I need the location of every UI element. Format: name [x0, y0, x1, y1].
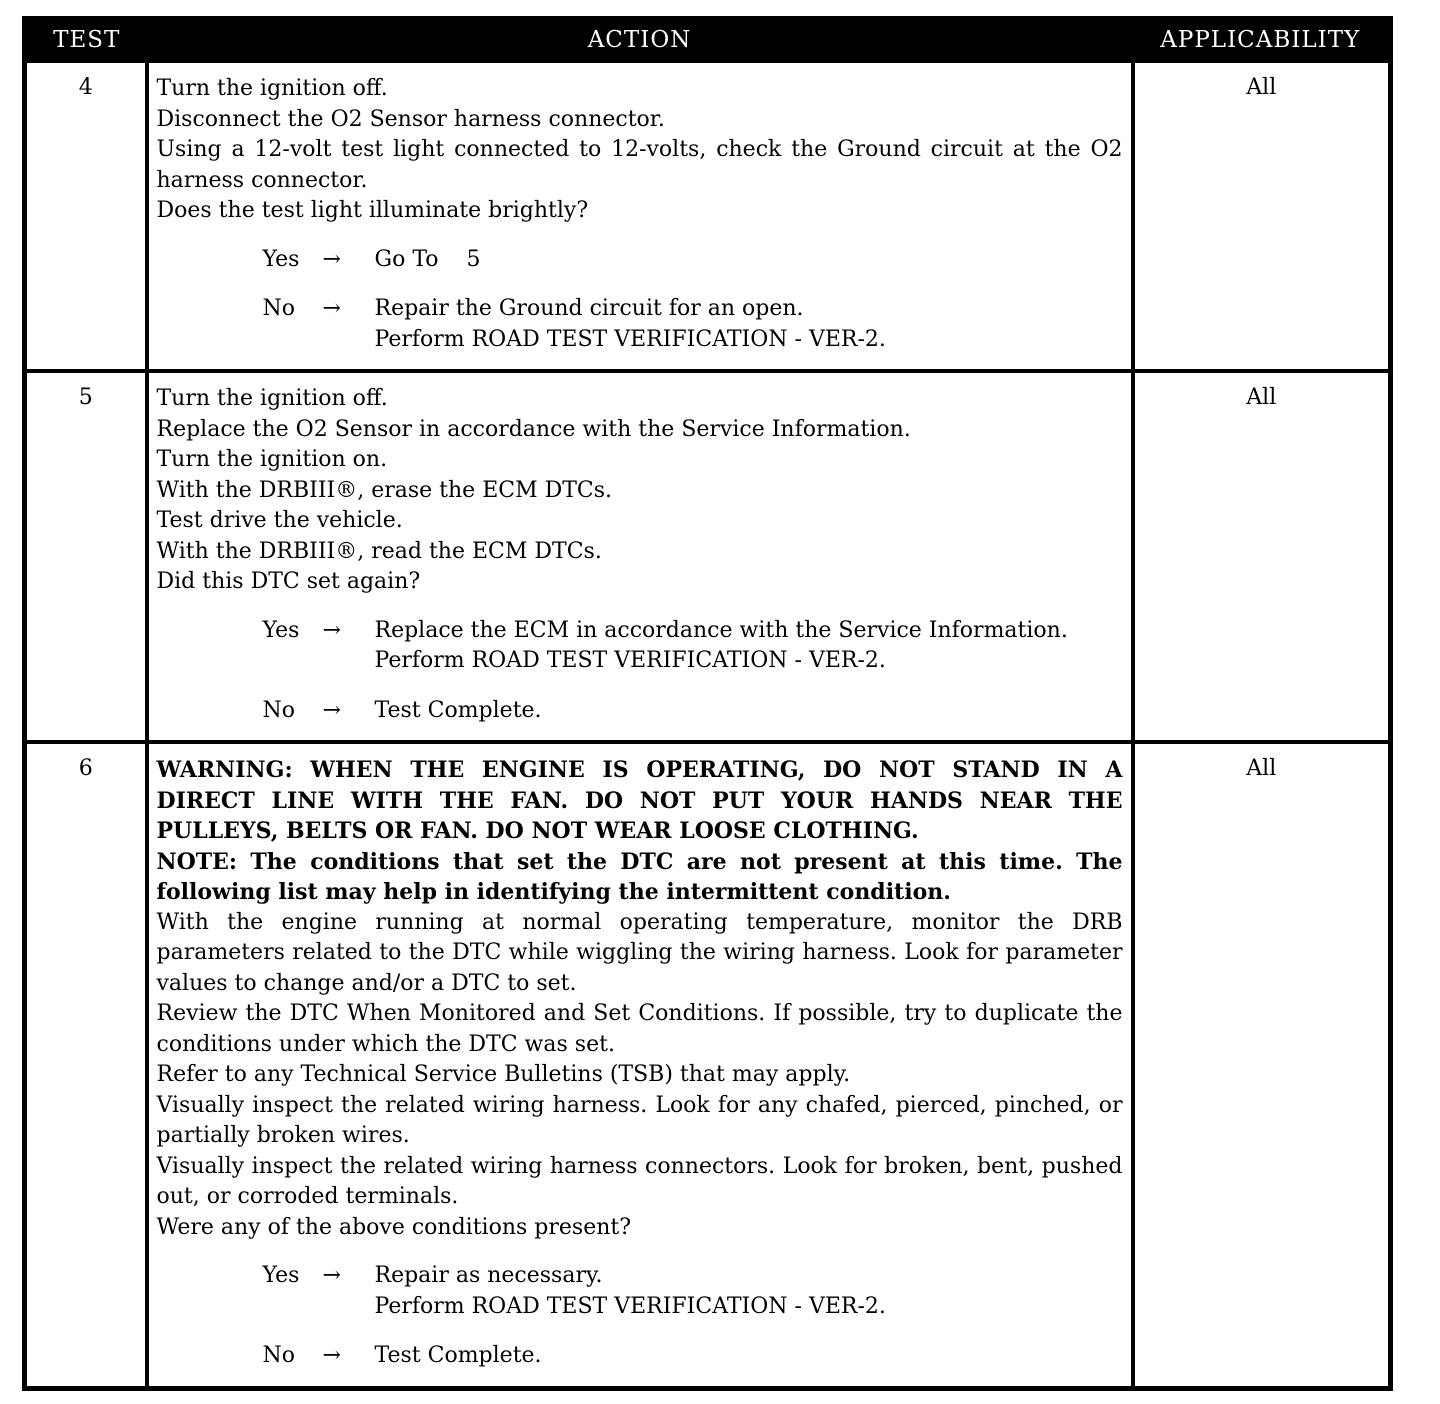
table-row [25, 371, 1391, 742]
answer-no [157, 294, 1123, 355]
action-step: Visually inspect the related wiring harness. Look for any chafed, pierced, pinched, or partially broken wires. [156, 1092, 1123, 1148]
diagnostic-procedure-page [22, 16, 1388, 1391]
applicability-value: All [1133, 371, 1391, 742]
action-step: Review the DTC When Monitored and Set Conditions. If possible, try to duplicate the conditions under which the DTC was set. [156, 1001, 1123, 1057]
applicability-value: All [1133, 742, 1391, 1388]
action-step: Turn the ignition off. [156, 386, 388, 411]
answer-text [375, 1341, 1123, 1372]
answer-text [375, 1261, 1123, 1322]
test-number: 4 [25, 61, 147, 371]
right-arrow-icon: → [322, 246, 341, 272]
answer-label: No [262, 1343, 295, 1368]
answer-line: Replace the ECM in accordance with the Service Information. [374, 617, 1068, 643]
action-step: With the DRBIII®, erase the ECM DTCs. [156, 477, 613, 503]
answer-text [375, 696, 1123, 727]
action-question: Were any of the above conditions present? [156, 1214, 632, 1240]
action-step: With the engine running at normal operating temperature, monitor the DRB parameters related to the DTC while wiggling the wiring harness. Look for parameter values to change and/or a DTC to set. [156, 909, 1123, 996]
action-cell [147, 61, 1133, 371]
answer-yes [157, 616, 1123, 677]
note-text: NOTE: The conditions that set the DTC are not present at this time. The following list may help in identifying the intermittent condition. [156, 848, 1123, 905]
action-step: Turn the ignition off. [156, 76, 388, 101]
action-step: Refer to any Technical Service Bulletins (TSB) that may apply. [156, 1062, 851, 1087]
action-step: Visually inspect the related wiring harness connectors. Look for broken, bent, pushed out, or corroded terminals. [156, 1153, 1123, 1209]
answer-no [157, 696, 1123, 727]
answer-line: Perform ROAD TEST VERIFICATION - VER-2. [374, 326, 886, 352]
action-step: Using a 12-volt test light connected to 12-volts, check the Ground circuit at the O2 harness connector. [156, 137, 1123, 193]
answer-no [157, 1341, 1123, 1372]
answer-text [375, 616, 1123, 677]
answer-text [375, 294, 1123, 355]
answer-line: Test Complete. [374, 697, 542, 723]
answer-text [375, 245, 1123, 276]
right-arrow-icon: → [322, 1263, 341, 1288]
header-applicability: APPLICABILITY [1133, 19, 1391, 62]
table-header [25, 19, 1391, 62]
answer-yes [157, 1261, 1123, 1322]
warning-text: WARNING: WHEN THE ENGINE IS OPERATING, DO NOT STAND IN A DIRECT LINE WITH THE FAN. DO NOT PUT YOUR HANDS NEAR THE PULLEYS, BELTS OR FAN. DO NOT WEAR LOOSE CLOTHING. [156, 757, 1123, 844]
action-step: With the DRBIII®, read the ECM DTCs. [156, 538, 602, 564]
answer-list [157, 1261, 1123, 1372]
action-step: Test drive the vehicle. [156, 508, 403, 533]
action-cell [147, 742, 1133, 1388]
answer-label: No [262, 697, 295, 723]
action-step: Replace the O2 Sensor in accordance with the Service Information. [156, 416, 911, 442]
action-question: Does the test light illuminate brightly? [156, 198, 589, 223]
answer-line: Repair as necessary. [374, 1263, 603, 1288]
answer-list [157, 616, 1123, 727]
answer-label: Yes [262, 1263, 300, 1288]
table-row [25, 61, 1391, 371]
action-question: Did this DTC set again? [156, 569, 421, 594]
answer-line: Perform ROAD TEST VERIFICATION - VER-2. [374, 648, 886, 673]
right-arrow-icon: → [322, 1343, 341, 1368]
right-arrow-icon: → [322, 617, 341, 643]
header-test: TEST [25, 19, 147, 62]
answer-label: Yes [262, 246, 300, 272]
answer-label: Yes [262, 617, 300, 643]
answer-line: Go To 5 [374, 246, 481, 272]
header-action: ACTION [147, 19, 1133, 62]
answer-yes [157, 245, 1123, 276]
action-cell [147, 371, 1133, 742]
answer-list [157, 245, 1123, 356]
diagnostic-test-table [22, 16, 1393, 1391]
answer-line: Repair the Ground circuit for an open. [374, 296, 804, 321]
answer-line: Test Complete. [374, 1343, 542, 1368]
applicability-value: All [1133, 61, 1391, 371]
right-arrow-icon: → [322, 697, 341, 723]
right-arrow-icon: → [322, 296, 341, 321]
answer-label: No [262, 296, 295, 321]
table-row [25, 742, 1391, 1388]
action-step: Disconnect the O2 Sensor harness connector. [156, 106, 665, 132]
answer-line: Perform ROAD TEST VERIFICATION - VER-2. [374, 1293, 886, 1319]
test-number: 6 [25, 742, 147, 1388]
action-step: Turn the ignition on. [156, 447, 388, 472]
test-number: 5 [25, 371, 147, 742]
